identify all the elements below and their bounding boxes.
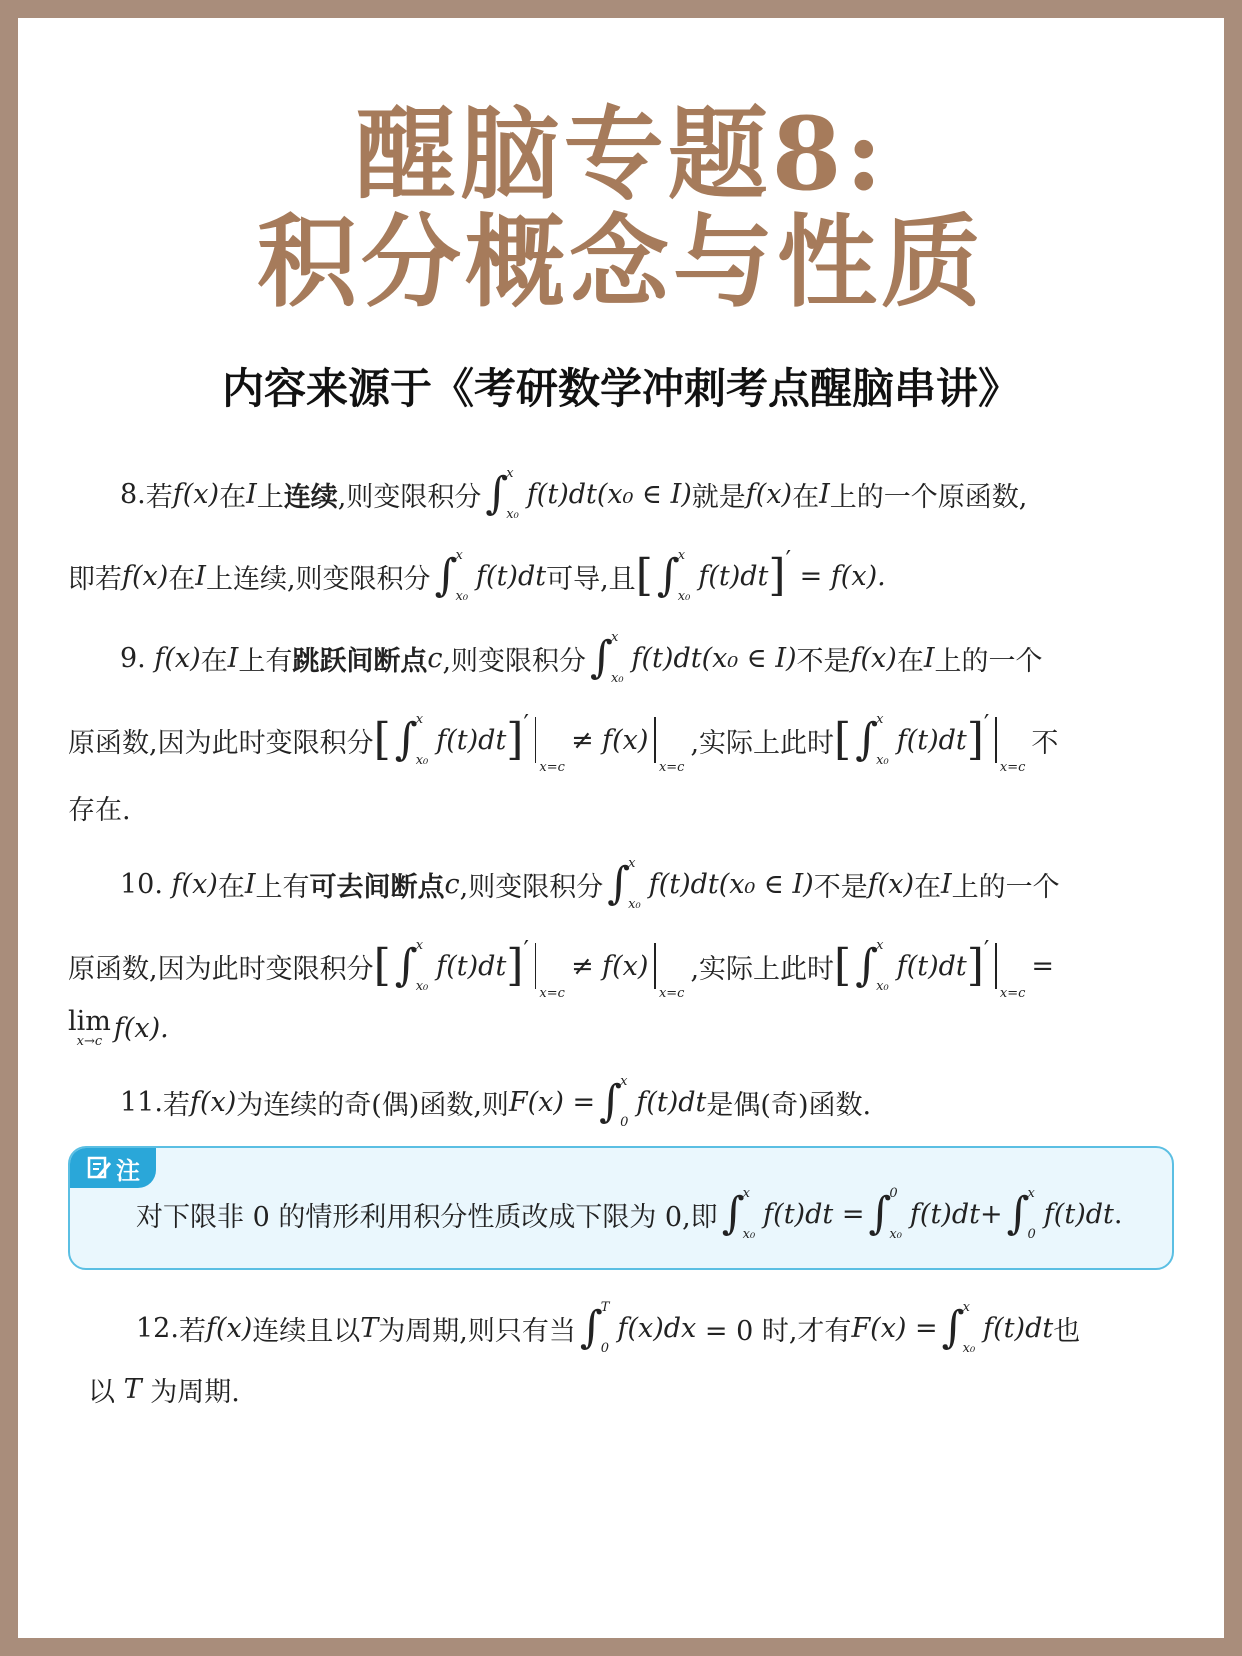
text: 在 [896,645,924,677]
integral: ∫ x x₀ [941,1300,976,1356]
integral: ∫ x x₀ [394,712,429,768]
text: 连续且以 [252,1315,361,1347]
text: 原函数,因为此时变限积分 [68,727,374,759]
math-x0-in-I: (x₀ ∈ I) [701,642,797,674]
item-9-line-1 [120,630,1042,686]
math-fx: f(x) [205,1312,253,1344]
item-8-line-1 [120,466,1027,522]
math-fx: f(x) [172,478,220,510]
text: 在 [217,871,245,903]
text: 对下限非 0 的情形利用积分性质改成下限为 0,即 [136,1201,718,1233]
math-ftdt: f(t)dt [896,724,967,756]
math-fx: f(x) [850,642,897,674]
math-fx: f(x) [122,560,169,592]
title-line-2: 积分概念与性质 [257,203,985,321]
text: 为周期,则只有当 [378,1315,576,1347]
item-12-line-2 [88,1370,240,1409]
integral: ∫ x x₀ [721,1186,756,1242]
math-fx: f(x). [113,1012,169,1044]
edit-note-icon [86,1155,112,1181]
math-ftdt: f(t)dt [526,478,597,510]
limit: lim x→c [68,1006,111,1049]
integral: ∫ x x₀ [607,856,641,912]
item-10-line-2: 原函数,因为此时变限积分 [ ∫ x x₀ f(t)dt ] ′ x=c ≠ f(x) x=c ,实际上此时 [ ∫ x x₀ f(t)dt ] ′ x=c = [68,936,1055,1001]
math-I: I [244,868,256,900]
eval-bar: x=c [535,717,565,763]
math-ftdt: f(t)dt [698,560,769,592]
integral: ∫ x x₀ [855,712,889,768]
item-10-line-3 [68,1008,169,1048]
integral: ∫ 0 x₀ [868,1186,902,1242]
bold-term: 跳跃间断点 [292,645,428,677]
page [18,18,1224,1638]
text: 上的一个 [951,871,1060,903]
integral: ∫ x x₀ [434,548,469,604]
note-box [68,1146,1174,1270]
math-I: I [195,560,206,592]
math-x0-in-I: (x₀ ∈ I) [596,478,692,510]
item-number: 10. [120,868,163,900]
math-ftdt: f(t)dt [983,1312,1054,1344]
math-T: T [360,1312,379,1344]
math-ftdt: f(t)dt [436,724,507,756]
math-I: I [941,868,952,900]
item-9-line-3 [68,788,131,827]
item-11-line-1 [120,1074,871,1130]
text: 可导,且 [546,563,636,595]
math-I: I [819,478,830,510]
text: ,实际上此时 [690,953,835,985]
math-result: = f(x). [799,560,886,592]
text: 即若 [68,563,122,595]
math-fx: f(x) [171,868,218,900]
text: 不是 [796,645,851,677]
text: 为周期. [150,1377,240,1408]
text: 为连续的奇(偶)函数,则 [236,1089,509,1121]
item-12-line-1 [136,1300,1080,1356]
text: 若 [178,1315,206,1347]
text: 不 [1031,727,1059,759]
math-c: c [444,868,460,900]
text: 上有 [255,871,310,903]
math-I: I [246,478,257,510]
item-number: 9. [120,642,146,674]
math-ftdt: f(t)dt [763,1198,834,1230]
math-fx: f(x) [154,642,201,674]
math-fx: f(x) [745,478,793,510]
math-ftdt: f(t)dt [476,560,547,592]
math-ftdt: f(t)dt [631,642,702,674]
math-x0-in-I: (x₀ ∈ I) [718,868,814,900]
text: 上连续,则变限积分 [205,563,431,595]
math-Fx: F(x) = [508,1086,596,1118]
item-number: 8. [120,478,146,510]
text: 在 [914,871,941,903]
bold-term: 连续 [283,481,338,513]
text: 在 [219,481,247,513]
text: 在 [168,563,196,595]
math-neq: ≠ f(x) [570,724,649,756]
item-8-line-2: 即若 f(x) 在 I 上连续,则变限积分 ∫ x x₀ f(t)dt 可导,且 [ ∫ x x₀ f(t)dt ] ′ = f(x). [68,546,886,604]
text: ,实际上此时 [690,727,835,759]
math-fxdx: f(x)dx [617,1312,697,1344]
note-tag [70,1148,156,1188]
math-ftdt: f(t)dt [1043,1198,1114,1230]
math-ftdt: f(t)dt [648,868,719,900]
text: 不是 [813,871,868,903]
bold-term: 可去间断点 [309,871,445,903]
integral: ∫ x x₀ [485,466,519,522]
math-neq: ≠ f(x) [570,950,649,982]
math-I: I [923,642,935,674]
text: ,则变限积分 [337,481,482,513]
integral: ∫ x x₀ [590,630,624,686]
math-I: I [227,642,239,674]
math-fx: f(x) [867,868,914,900]
text: 以 [88,1377,115,1408]
math-ftdt: f(t)dt [436,950,507,982]
eval-bar: x=c [535,943,565,989]
text: 上有 [238,645,293,677]
item-number: 12. [136,1312,179,1344]
math-Fx: F(x) = [851,1312,938,1344]
text: = [841,1198,865,1230]
math-T: T [123,1374,142,1405]
integral: ∫ T 0 [579,1300,610,1356]
text: 原函数,因为此时变限积分 [68,953,374,985]
eval-bar: x=c [654,943,684,989]
eval-bar: x=c [995,943,1025,989]
integral: ∫ x 0 [599,1074,629,1130]
eval-bar: x=c [654,717,684,763]
text: ,则变限积分 [459,871,604,903]
integral: ∫ x x₀ [656,548,691,604]
text: = 0 时,才有 [704,1315,852,1347]
eval-bar: x=c [995,717,1025,763]
text: 若 [145,481,173,513]
math-ftdt: f(t)dt [896,950,967,982]
text: 上 [256,481,284,513]
text: . [1113,1198,1123,1230]
math-fx: f(x) [189,1086,237,1118]
text: 在 [792,481,820,513]
integral: ∫ x 0 [1006,1186,1036,1242]
integral: ∫ x x₀ [394,938,429,994]
text: 上的一个原函数, [829,481,1028,513]
title-line-1: 醒脑专题8: [355,95,887,213]
text: 存在. [68,795,131,826]
subtitle: 内容来源于《考研数学冲刺考点醒脑串讲》 [221,364,1020,413]
integral: ∫ x x₀ [855,938,889,994]
math-c: c [427,642,443,674]
note-tag-label: 注 [116,1156,140,1185]
text: 是偶(奇)函数. [706,1089,872,1121]
item-9-line-2: 原函数,因为此时变限积分 [ ∫ x x₀ f(t)dt ] ′ x=c ≠ f(x) x=c ,实际上此时 [ ∫ x x₀ f(t)dt ] ′ x=c 不 [68,710,1059,775]
text: 就是 [691,481,746,513]
text: + [979,1198,1003,1230]
text: = [1031,950,1055,982]
text: 上的一个 [934,645,1043,677]
math-ftdt: f(t)dt [636,1086,707,1118]
text: ,则变限积分 [442,645,587,677]
text: 若 [162,1089,190,1121]
note-text [136,1186,1122,1242]
item-10-line-1 [120,856,1060,912]
math-ftdt: f(t)dt [909,1198,980,1230]
item-number: 11. [120,1086,163,1118]
text: 也 [1053,1315,1081,1347]
text: 在 [200,645,228,677]
